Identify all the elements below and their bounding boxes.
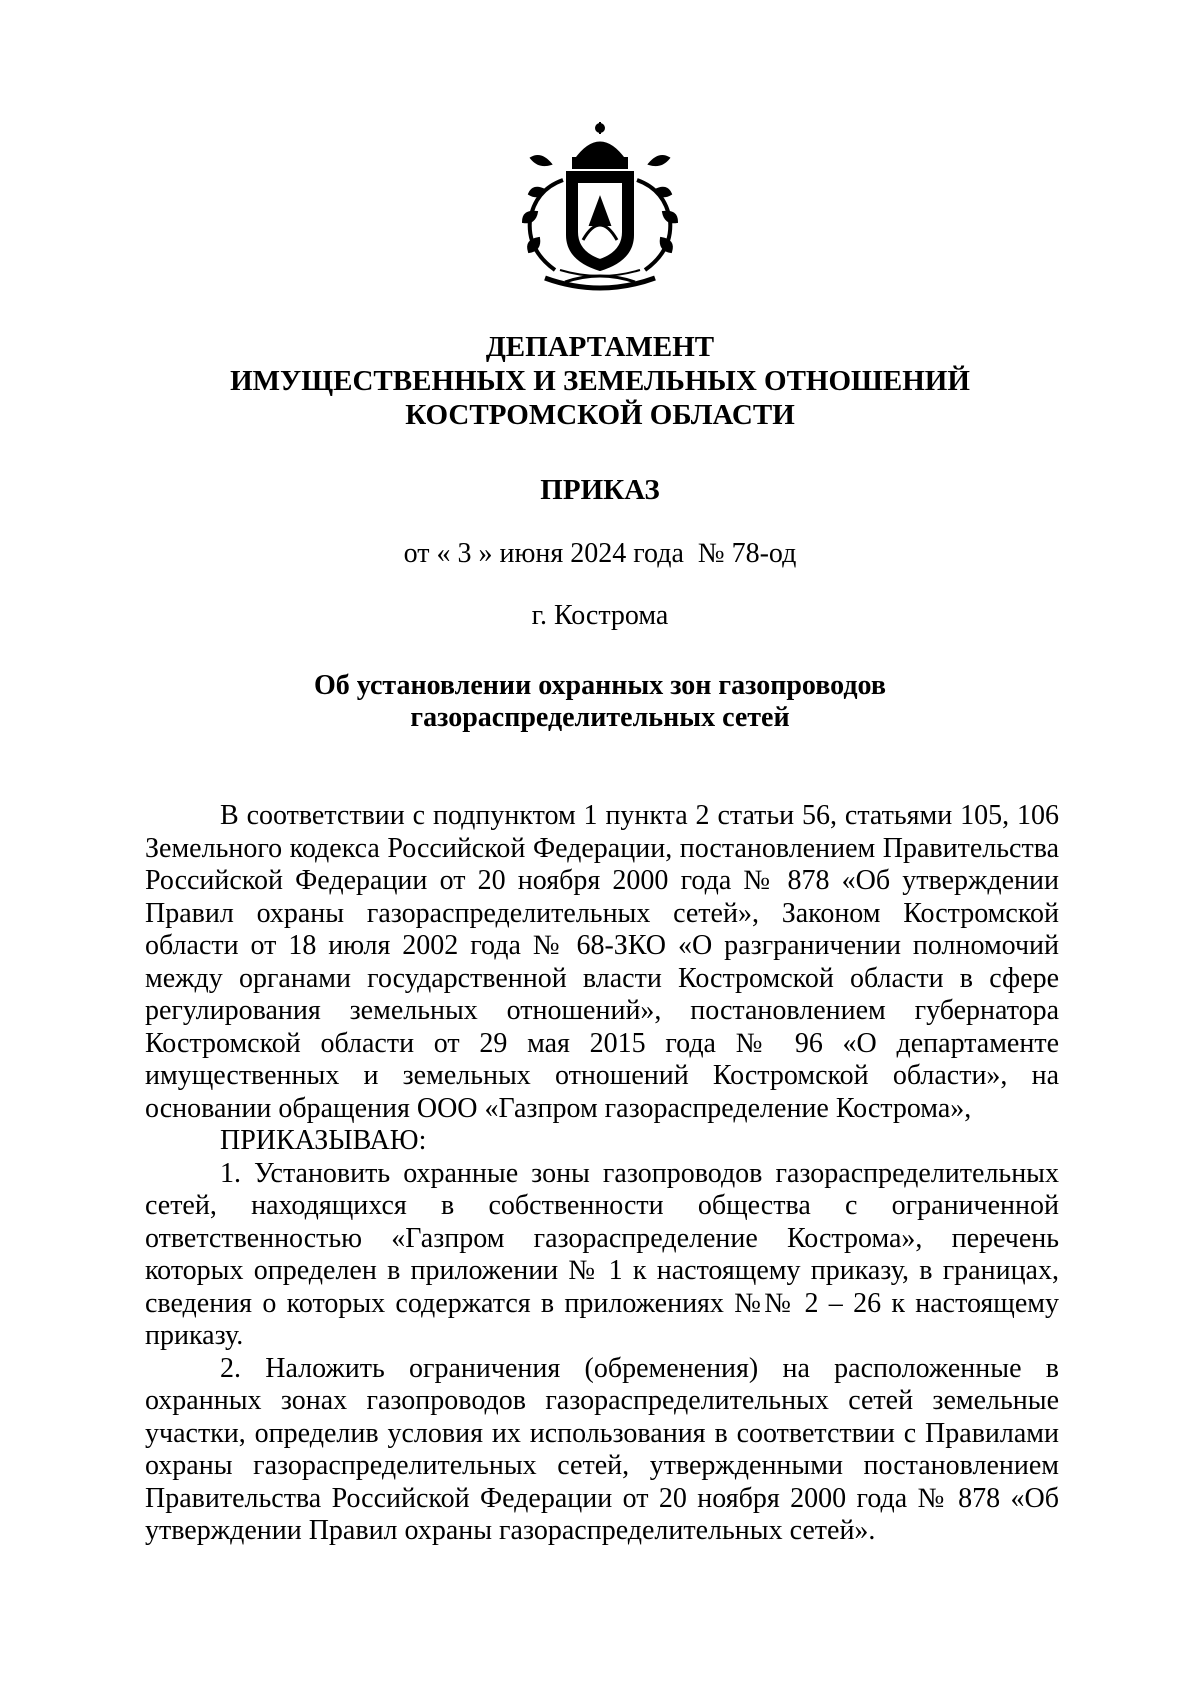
subject-line-1: Об установлении охранных зон газопроводов — [314, 670, 886, 701]
subject-line-2: газораспределительных сетей — [410, 702, 790, 733]
order-word: ПРИКАЗЫВАЮ: — [220, 1125, 427, 1156]
department-name — [0, 330, 1200, 432]
department-line-3: КОСТРОМСКОЙ ОБЛАСТИ — [405, 399, 795, 431]
document-type-title: ПРИКАЗ — [540, 474, 660, 506]
order-date-number: от « 3 » июня 2024 года № 78-од — [403, 538, 797, 569]
item-2-paragraph: 2. Наложить ограничения (обременения) на расположенные в охранных зонах газопроводов газораспределительных сетей земельные участки, определив условия их использования в соответствии с Правилами охраны газораспределительных сетей, утвержденными постановлением Правительства Российской Федерации от 20 ноября 2000 года № 878 «Об утверждении Правил охраны газораспределительных сетей». — [145, 1352, 1059, 1546]
department-line-1: ДЕПАРТАМЕНТ — [485, 331, 715, 363]
item-1-paragraph: 1. Установить охранные зоны газопроводов газораспределительных сетей, находящихся в собственности общества с ограниченной ответственностью «Газпром газораспределение Кострома», перечень которых определен в приложении № 1 к настоящему приказу, в границах, сведения о которых содержатся в приложениях №№ 2 – 26 к настоящему приказу. — [145, 1157, 1059, 1351]
order-body — [145, 800, 1059, 1548]
order-subject — [0, 670, 1200, 734]
coat-of-arms-icon — [505, 120, 695, 300]
department-line-2: ИМУЩЕСТВЕННЫХ И ЗЕМЕЛЬНЫХ ОТНОШЕНИЙ — [230, 365, 970, 397]
order-word-line — [145, 1125, 1059, 1158]
order-city: г. Кострома — [531, 600, 669, 631]
preamble-paragraph: В соответствии с подпунктом 1 пункта 2 статьи 56, статьями 105, 106 Земельного кодекса Российской Федерации, постановлением Правительства Российской Федерации от 20 ноября 2000 года № 878 «Об утверждении Правил охраны газораспределительных сетей», Законом Костромской области от 18 июля 2002 года № 68-ЗКО «О разграничении полномочий между органами государственной власти Костромской области в сфере регулирования земельных отношений», постановлением губернатора Костромской области от 29 мая 2015 года № 96 «О департаменте имущественных и земельных отношений Костромской области», на основании обращения ООО «Газпром газораспределение Кострома», — [145, 800, 1059, 1124]
